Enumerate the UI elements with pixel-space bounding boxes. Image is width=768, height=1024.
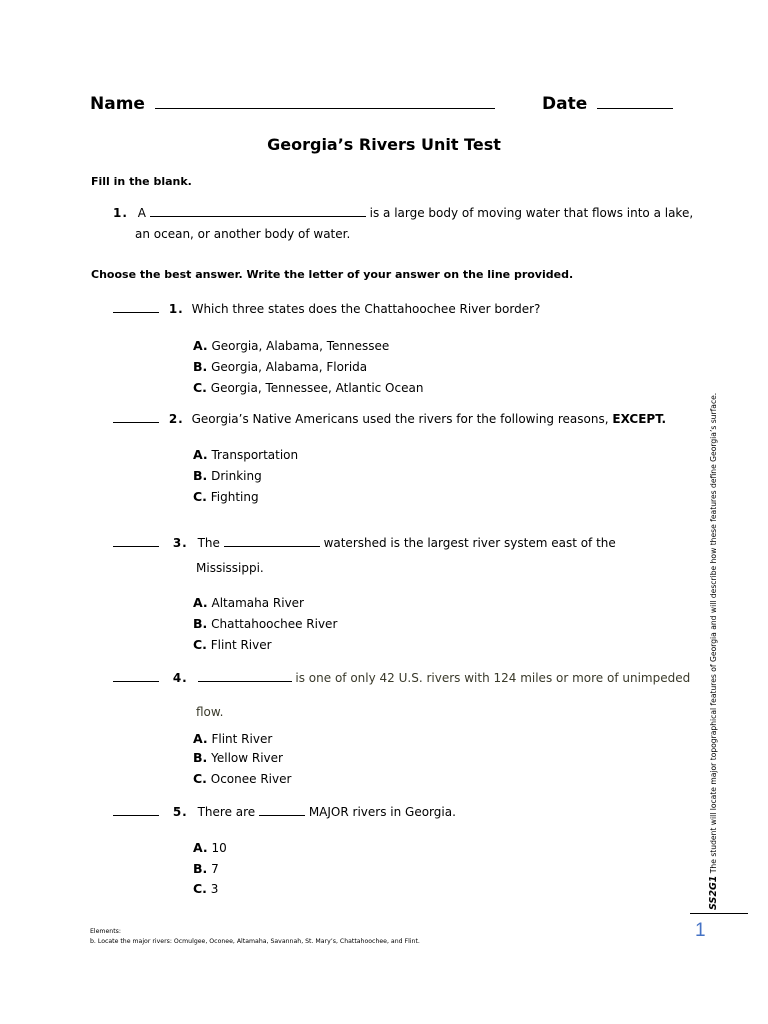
page-title: Georgia’s Rivers Unit Test: [267, 135, 501, 154]
footer-elements-label: Elements:: [90, 928, 121, 935]
option-4b: B. Yellow River: [193, 750, 283, 765]
question-number: 2.: [168, 412, 184, 426]
question-blank[interactable]: [198, 681, 292, 682]
answer-line-3[interactable]: [113, 546, 159, 547]
question-before: The: [197, 536, 220, 550]
question-4: [113, 671, 690, 685]
name-line[interactable]: [155, 108, 495, 109]
option-1c: C. Georgia, Tennessee, Atlantic Ocean: [193, 380, 424, 395]
option-2a: A. Transportation: [193, 447, 299, 462]
question-after: watershed is the largest river system east of the: [323, 536, 616, 550]
question-3-line2: Mississippi.: [196, 561, 264, 575]
question-text: Georgia’s Native Americans used the rivers for the following reasons,: [191, 412, 609, 426]
option-5b: B. 7: [193, 861, 219, 876]
question-4-line2: flow.: [196, 705, 224, 719]
date-field[interactable]: [542, 94, 673, 114]
question-before: There are: [197, 805, 256, 819]
option-4a: A. Flint River: [193, 731, 273, 746]
question-blank[interactable]: [224, 546, 320, 547]
option-3b: B. Chattahoochee River: [193, 616, 338, 631]
option-1b: B. Georgia, Alabama, Florida: [193, 359, 368, 374]
option-2b: B. Drinking: [193, 468, 262, 483]
question-number: 1.: [168, 302, 184, 316]
question-1: [113, 302, 540, 316]
option-1a: A. Georgia, Alabama, Tennessee: [193, 338, 390, 353]
page-number: 1: [695, 920, 706, 941]
page-number-rule: [690, 913, 748, 914]
name-label: Name: [90, 94, 145, 114]
question-text: Which three states does the Chattahoochee River border?: [191, 302, 541, 316]
date-line[interactable]: [597, 108, 673, 109]
choose-instruction: Choose the best answer. Write the letter of your answer on the line provided.: [91, 268, 574, 281]
question-after: MAJOR rivers in Georgia.: [308, 805, 456, 819]
option-4c: C. Oconee River: [193, 771, 292, 786]
fill-question-line2: an ocean, or another body of water.: [135, 227, 351, 241]
question-5: [113, 805, 456, 819]
standard-code: SS2G1: [708, 875, 719, 910]
question-emphasis: EXCEPT.: [612, 412, 667, 426]
answer-line-4[interactable]: [113, 681, 159, 682]
fill-question-after: is a large body of moving water that flows into a lake,: [369, 206, 694, 220]
question-number: 3.: [172, 536, 188, 550]
standard-sidebar: [708, 393, 719, 910]
fill-question-1: [113, 206, 693, 220]
option-3c: C. Flint River: [193, 637, 272, 652]
question-blank[interactable]: [259, 815, 305, 816]
footer-elements-text: b. Locate the major rivers: Ocmulgee, Oconee, Altamaha, Savannah, St. Mary’s, Chattahoochee, and Flint.: [90, 938, 420, 945]
question-after: is one of only 42 U.S. rivers with 124 miles or more of unimpeded: [295, 671, 691, 685]
option-5c: C. 3: [193, 881, 219, 896]
answer-line-2[interactable]: [113, 422, 159, 423]
answer-line-1[interactable]: [113, 312, 159, 313]
option-3a: A. Altamaha River: [193, 595, 304, 610]
fill-question-number: 1.: [113, 206, 128, 220]
question-2: [113, 412, 666, 426]
fill-in-instruction: Fill in the blank.: [91, 175, 192, 188]
question-number: 5.: [172, 805, 188, 819]
option-5a: A. 10: [193, 840, 227, 855]
question-number: 4.: [172, 671, 188, 685]
question-3: [113, 536, 616, 550]
date-label: Date: [542, 94, 588, 114]
name-field[interactable]: [90, 94, 495, 114]
standard-text: The student will locate major topographical features of Georgia and will describe how these features define Georgia’s surface.: [709, 392, 718, 874]
option-2c: C. Fighting: [193, 489, 259, 504]
fill-question-before: A: [137, 206, 146, 220]
answer-line-5[interactable]: [113, 815, 159, 816]
fill-blank-line[interactable]: [150, 216, 366, 217]
